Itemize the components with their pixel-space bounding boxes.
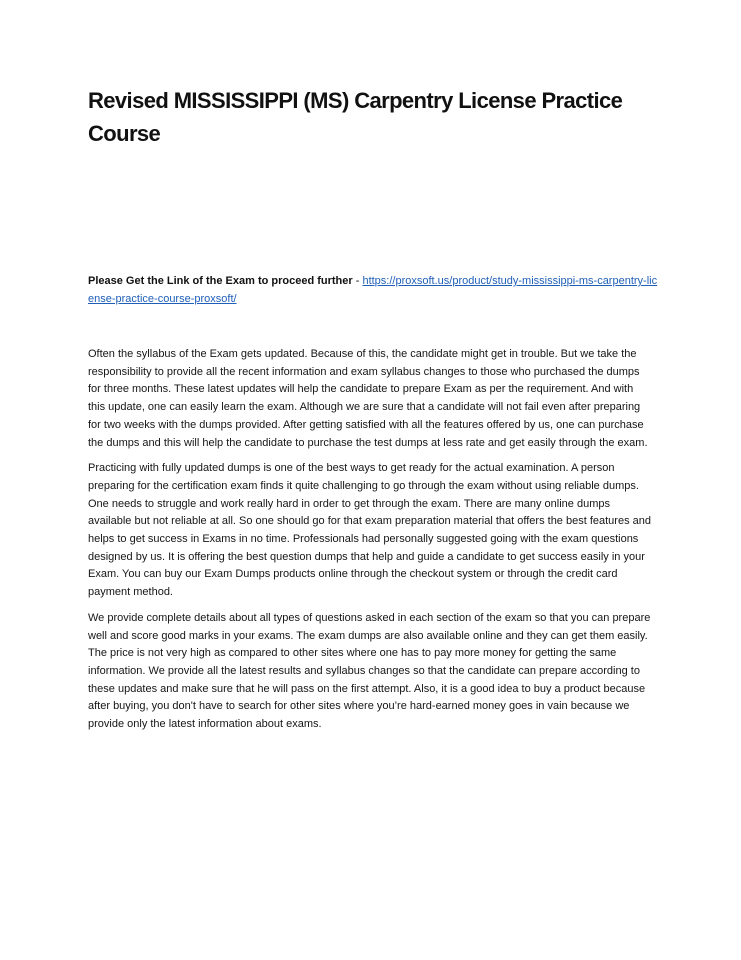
link-separator: - [352,275,363,287]
paragraph-complete-details: We provide complete details about all types of questions asked in each section of the exam so that you can prepare well and score good marks in your exams. The exam dumps are also available online and they can get them easily. The price is not very high as compared to other sites where one has to pay more money for getting the same information. We provide all the latest results and syllabus changes so that the candidate can prepare according to these updates and make sure that he will pass on the first attempt. Also, it is a good idea to buy a product because after buying, you don't have to search for other sites where you’re hard-earned money goes in vain because we provide only the latest information about exams. [88,611,651,731]
body-text [88,346,651,742]
paragraph-practicing-dumps: Practicing with fully updated dumps is one of the best ways to get ready for the actual examination. A person preparing for the certification exam finds it quite challenging to go through the exam without using reliable dumps. One needs to struggle and work really hard in order to get through the exam. There are many online dumps available but not reliable at all. So one should go for that exam preparation material that offers the best features and helps to get success in Exams in no time. Professionals had personally suggested going with the exam questions designed by us. It is offering the best question dumps that help and guide a candidate to get success easily in your Exam. You can buy our Exam Dumps products online through the checkout system or through the credit card payment method. [88,462,651,599]
paragraph-syllabus-updates: Often the syllabus of the Exam gets updated. Because of this, the candidate might get in trouble. But we take the responsibility to provide all the recent information and exam syllabus changes to those who purchased the dumps for three months. These latest updates will help the candidate to prepare Exam as per the requirement. And with this update, one can easily learn the exam. Although we are sure that a candidate will not fail even after preparing for two weeks with the dumps provided. After getting satisfied with all the features offered by us, one can purchase the dumps and this will help the candidate to purchase the test dumps at less rate and get easily through the exam. [88,348,648,449]
exam-product-link[interactable]: https://proxsoft.us/product/study-mississippi-ms-carpentry-license-practice-course-proxsoft/ [88,275,658,305]
exam-link-line [88,272,658,308]
link-prompt: Please Get the Link of the Exam to proceed further [88,275,353,287]
page-title: Revised MISSISSIPPI (MS) Carpentry License Practice Course [88,88,623,146]
